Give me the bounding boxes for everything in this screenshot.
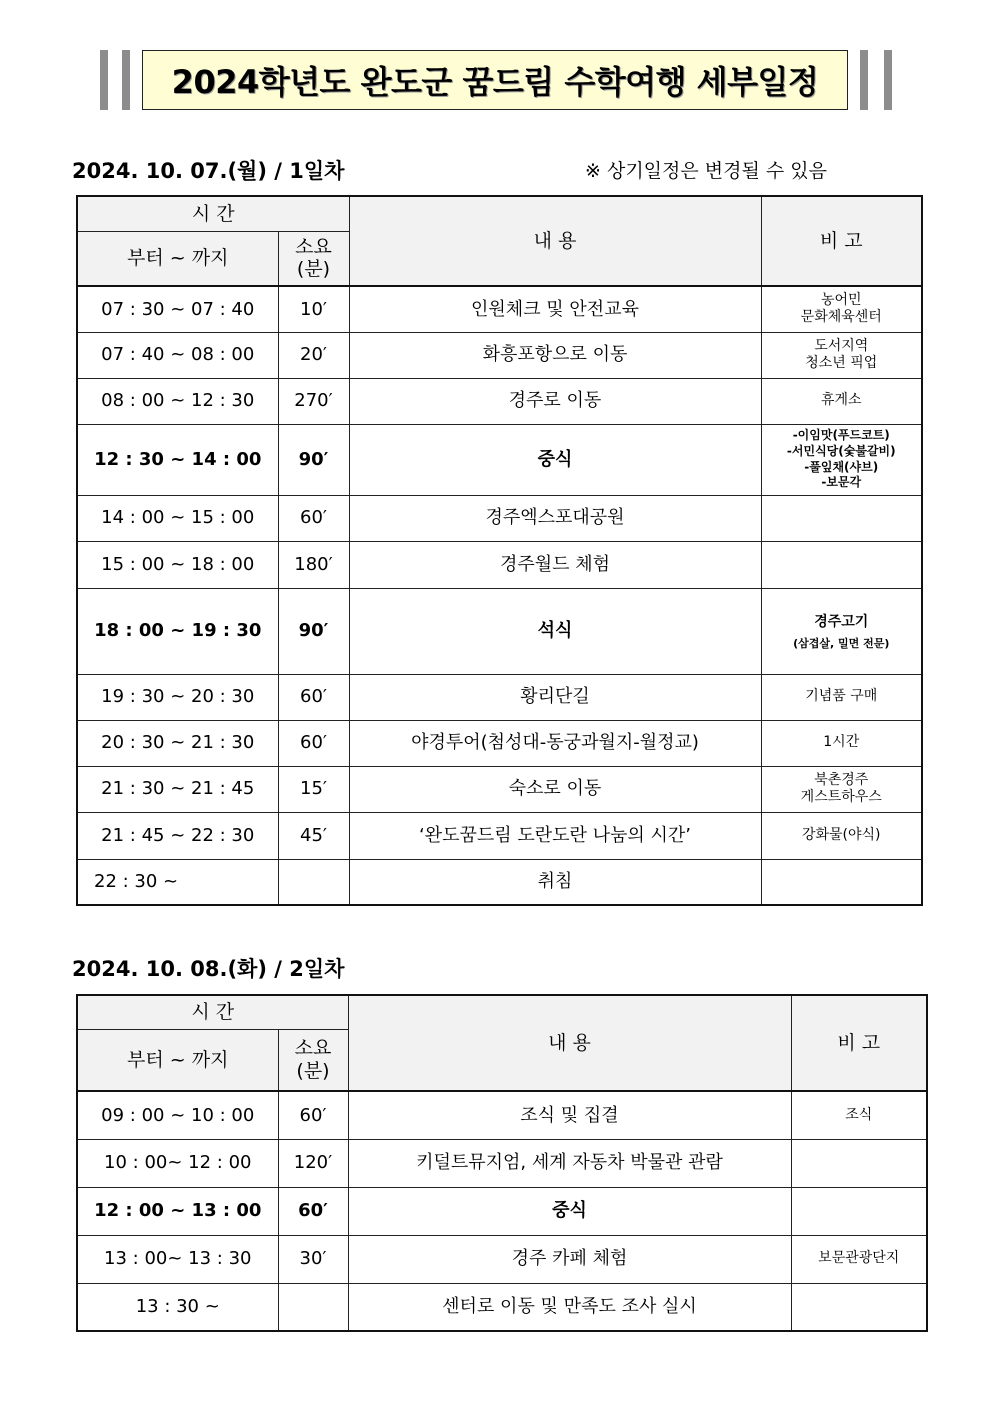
row-content: 중식 bbox=[349, 424, 761, 495]
day2-heading: 2024. 10. 08.(화) / 2일차 bbox=[72, 957, 345, 981]
row-duration: 60′ bbox=[278, 1187, 348, 1235]
row-remark: 강화물(야식) bbox=[761, 812, 922, 859]
row-remark: -이임맛(푸드코트) -서민식당(숯불갈비) -풀잎채(샤브) -보문각 bbox=[761, 424, 922, 495]
header-from-to: 부터 ~ 까지 bbox=[77, 1029, 278, 1091]
title-right-bar-2 bbox=[884, 50, 892, 110]
row-remark: 농어민 문화체육센터 bbox=[761, 286, 922, 332]
table-row bbox=[77, 378, 922, 424]
row-duration: 20′ bbox=[278, 332, 349, 378]
row-remark: 휴게소 bbox=[761, 378, 922, 424]
row-duration: 90′ bbox=[278, 588, 349, 674]
row-remark bbox=[761, 541, 922, 588]
row-time: 07 : 30 ~ 07 : 40 bbox=[77, 286, 278, 332]
row-time: 14 : 00 ~ 15 : 00 bbox=[77, 495, 278, 541]
header-remarks: 비 고 bbox=[791, 995, 927, 1091]
row-content: 화흥포항으로 이동 bbox=[349, 332, 761, 378]
row-remark bbox=[791, 1187, 927, 1235]
row-duration: 60′ bbox=[278, 720, 349, 766]
table-row bbox=[77, 859, 922, 905]
table-row bbox=[77, 1187, 927, 1235]
row-time: 10 : 00~ 12 : 00 bbox=[77, 1139, 278, 1187]
header-time: 시 간 bbox=[77, 995, 348, 1029]
row-remark: 도서지역 청소년 픽업 bbox=[761, 332, 922, 378]
row-duration: 60′ bbox=[278, 1091, 348, 1139]
row-time: 13 : 30 ~ bbox=[77, 1283, 278, 1331]
row-remark bbox=[791, 1283, 927, 1331]
table-row bbox=[77, 1235, 927, 1283]
row-duration: 270′ bbox=[278, 378, 349, 424]
row-time: 21 : 30 ~ 21 : 45 bbox=[77, 766, 278, 812]
table-row bbox=[77, 812, 922, 859]
row-time: 20 : 30 ~ 21 : 30 bbox=[77, 720, 278, 766]
row-time: 15 : 00 ~ 18 : 00 bbox=[77, 541, 278, 588]
row-time: 12 : 00 ~ 13 : 00 bbox=[77, 1187, 278, 1235]
row-remark: 경주고기 (삼겹살, 밀면 전문) bbox=[761, 588, 922, 674]
row-duration: 90′ bbox=[278, 424, 349, 495]
day2-header-row bbox=[77, 995, 927, 1029]
header-content: 내 용 bbox=[348, 995, 791, 1091]
row-content: 센터로 이동 및 만족도 조사 실시 bbox=[348, 1283, 791, 1331]
row-content: 중식 bbox=[348, 1187, 791, 1235]
row-time: 07 : 40 ~ 08 : 00 bbox=[77, 332, 278, 378]
row-duration: 45′ bbox=[278, 812, 349, 859]
page-title: 2024학년도 완도군 꿈드림 수학여행 세부일정 bbox=[142, 50, 848, 110]
row-time: 18 : 00 ~ 19 : 30 bbox=[77, 588, 278, 674]
row-remark: 조식 bbox=[791, 1091, 927, 1139]
row-content: 경주 카페 체험 bbox=[348, 1235, 791, 1283]
row-content: 석식 bbox=[349, 588, 761, 674]
table-row bbox=[77, 1283, 927, 1331]
day1-heading: 2024. 10. 07.(월) / 1일차 bbox=[72, 159, 345, 183]
row-content: 키덜트뮤지엄, 세계 자동차 박물관 관람 bbox=[348, 1139, 791, 1187]
header-duration: 소요 (분) bbox=[278, 1029, 348, 1091]
row-content: 황리단길 bbox=[349, 674, 761, 720]
row-remark: 북촌경주 게스트하우스 bbox=[761, 766, 922, 812]
table-row bbox=[77, 720, 922, 766]
table-row bbox=[77, 1139, 927, 1187]
row-content: 취침 bbox=[349, 859, 761, 905]
row-duration: 60′ bbox=[278, 495, 349, 541]
header-from-to: 부터 ~ 까지 bbox=[77, 231, 278, 286]
row-time: 12 : 30 ~ 14 : 00 bbox=[77, 424, 278, 495]
row-duration: 120′ bbox=[278, 1139, 348, 1187]
table-row bbox=[77, 332, 922, 378]
row-time: 21 : 45 ~ 22 : 30 bbox=[77, 812, 278, 859]
header-remarks: 비 고 bbox=[761, 196, 922, 286]
table-row bbox=[77, 588, 922, 674]
row-time: 19 : 30 ~ 20 : 30 bbox=[77, 674, 278, 720]
table-row bbox=[77, 495, 922, 541]
row-time: 13 : 00~ 13 : 30 bbox=[77, 1235, 278, 1283]
row-remark: 기념품 구매 bbox=[761, 674, 922, 720]
table-row bbox=[77, 674, 922, 720]
day1-schedule-table bbox=[76, 195, 923, 906]
row-content: 경주로 이동 bbox=[349, 378, 761, 424]
row-content: 경주엑스포대공원 bbox=[349, 495, 761, 541]
row-content: 조식 및 집결 bbox=[348, 1091, 791, 1139]
row-duration bbox=[278, 859, 349, 905]
row-content: 숙소로 이동 bbox=[349, 766, 761, 812]
row-content: 야경투어(첨성대-동궁과월지-월정교) bbox=[349, 720, 761, 766]
row-time: 22 : 30 ~ bbox=[77, 859, 278, 905]
header-content: 내 용 bbox=[349, 196, 761, 286]
row-duration: 180′ bbox=[278, 541, 349, 588]
header-duration: 소요 (분) bbox=[278, 231, 349, 286]
title-left-bar-1 bbox=[100, 50, 108, 110]
day1-header-row bbox=[77, 196, 922, 231]
title-left-bar-2 bbox=[122, 50, 130, 110]
header-time: 시 간 bbox=[77, 196, 349, 231]
row-content: 인원체크 및 안전교육 bbox=[349, 286, 761, 332]
row-duration bbox=[278, 1283, 348, 1331]
row-duration: 10′ bbox=[278, 286, 349, 332]
row-content: ‘완도꿈드림 도란도란 나눔의 시간’ bbox=[349, 812, 761, 859]
row-duration: 30′ bbox=[278, 1235, 348, 1283]
row-duration: 15′ bbox=[278, 766, 349, 812]
row-content: 경주월드 체험 bbox=[349, 541, 761, 588]
table-row bbox=[77, 424, 922, 495]
row-remark: 1시간 bbox=[761, 720, 922, 766]
row-remark bbox=[761, 859, 922, 905]
title-right-bar-1 bbox=[860, 50, 868, 110]
table-row bbox=[77, 766, 922, 812]
row-remark: 보문관광단지 bbox=[791, 1235, 927, 1283]
schedule-change-note: ※ 상기일정은 변경될 수 있음 bbox=[585, 160, 827, 182]
row-time: 08 : 00 ~ 12 : 30 bbox=[77, 378, 278, 424]
row-remark bbox=[761, 495, 922, 541]
table-row bbox=[77, 1091, 927, 1139]
table-row bbox=[77, 541, 922, 588]
day2-schedule-table bbox=[76, 994, 928, 1332]
row-duration: 60′ bbox=[278, 674, 349, 720]
table-row bbox=[77, 286, 922, 332]
row-time: 09 : 00 ~ 10 : 00 bbox=[77, 1091, 278, 1139]
row-remark bbox=[791, 1139, 927, 1187]
